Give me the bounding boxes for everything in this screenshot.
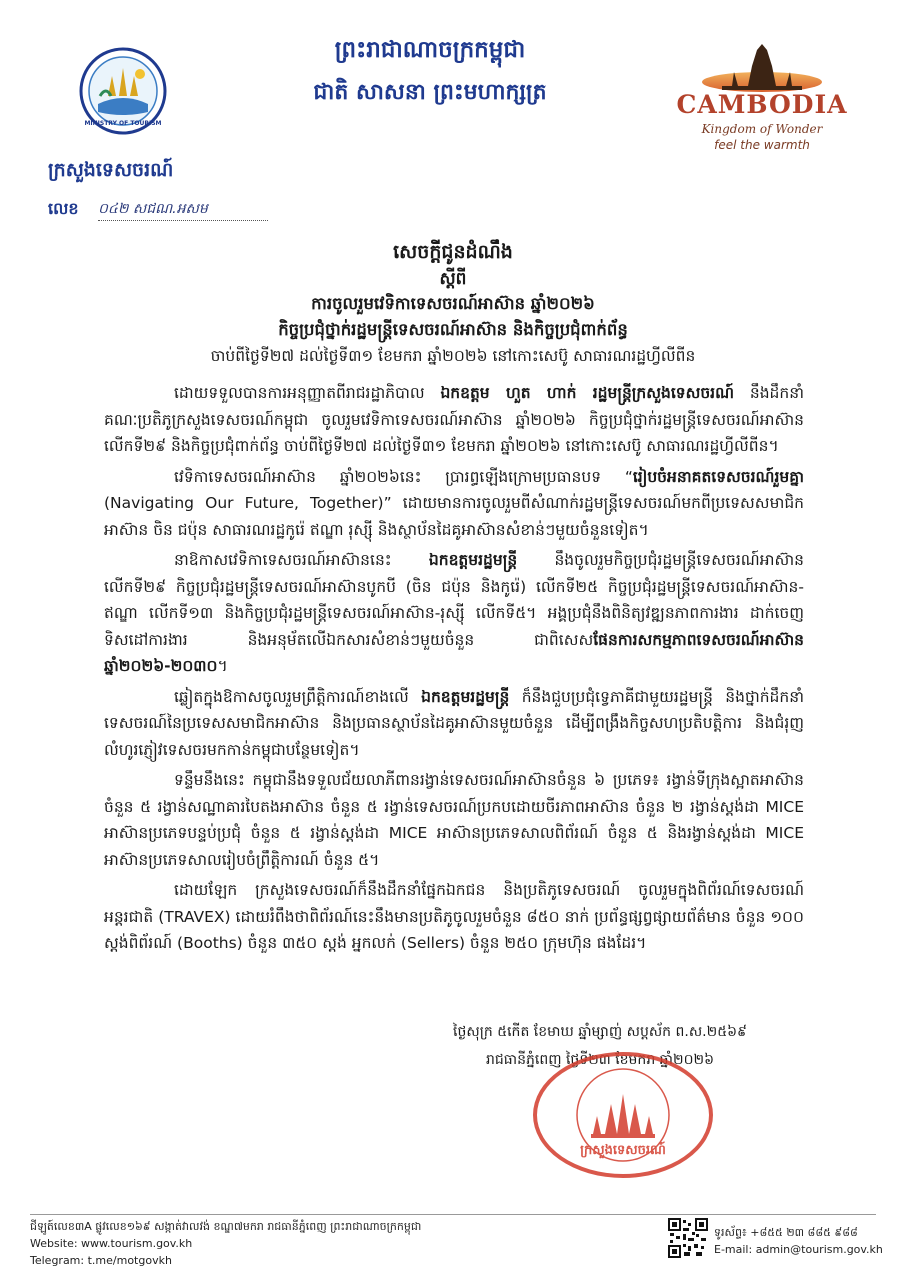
minister-name: ឯកឧត្តម ហួត ហាក់ រដ្ឋមន្ត្រីក្រសួងទេសចរណ៍: [440, 384, 735, 402]
reference-number: ០៤២ សជណ.អសម: [98, 199, 268, 221]
footer-address: ជីឡូត៍លេខ៣A ផ្លូវលេខ១៦៩ សង្កាត់វាលវង់ ខណ្ឌ៧មករា រាជធានីភ្នំពេញ ព្រះរាជាណាចក្រកម្ពុជា: [30, 1220, 422, 1233]
brand-tagline: Kingdom of Wonder: [701, 122, 823, 136]
paragraph-6: ដោយឡែក ក្រសួងទេសចរណ៍ក៏នឹងដឹកនាំផ្នែកឯកជន និងប្រតិភូទេសចរណ៍ ចូលរួមក្នុងពិព័រណ៍ទេសចរណ៍អន្តរជាតិ (TRAVEX) ដោយរំពឹងថាពិព័រណ៍នេះនឹងមានប្រតិភូចូលរួមចំនួន ៨៥០ នាក់ ប្រព័ន្ធផ្សព្វផ្សាយព័ត៌មាន ចំនួន ១០០ ស្តង់ពិព័រណ៍ (Booths) ចំនួន ៣៥០ ស្តង់ អ្នកលក់ (Sellers) ចំនួន ២៥០ ក្រុមហ៊ុន ផងដែរ។: [104, 881, 804, 952]
ministry-logo: [78, 46, 168, 136]
lunar-date: ថ្ងៃសុក្រ ៥កើត ខែមាឃ ឆ្នាំម្សាញ់ សប្តស័ក ព.ស.២៥៦៩: [453, 1024, 747, 1040]
kingdom-heading: ព្រះរាជាណាចក្រកម្ពុជា: [334, 37, 526, 63]
official-stamp: [533, 1052, 713, 1178]
ministry-logo-text: MINISTRY OF TOURISM: [84, 120, 162, 127]
qr-code[interactable]: [668, 1218, 708, 1258]
solar-date: រាជធានីភ្នំពេញ ថ្ងៃទី២៣ ខែមករា ឆ្នាំ២០២៦: [486, 1052, 714, 1068]
footer-website: Website: www.tourism.gov.kh: [30, 1237, 193, 1250]
paragraph-5: ទន្ទឹមនឹងនេះ កម្ពុជានឹងទទួលជ័យលាភីពានរង្វាន់ទេសចរណ៍អាស៊ានចំនួន ៦ ប្រភេទ៖ រង្វាន់ទីក្រុងស្អាតអាស៊ាន ចំនួន ៥ រង្វាន់សណ្ឋាគារបៃតងអាស៊ាន ចំនួន ៥ រង្វាន់ទេសចរណ៍ប្រកបដោយចីរភាពអាស៊ាន ចំនួន ២ រង្វាន់ស្តង់ដា MICE អាស៊ានប្រភេទបន្ទប់ប្រជុំ ចំនួន ៥ រង្វាន់ស្តង់ដា MICE អាស៊ានប្រភេទសាលពិព័រណ៍ ចំនួន ៥ និងរង្វាន់ស្តង់ដា MICE អាស៊ានប្រភេទសាលរៀបចំព្រឹត្តិការណ៍ ចំនួន ៥។: [104, 771, 804, 869]
asean-tourism-plan: ផែនការសកម្មភាពទេសចរណ៍អាស៊ាន ឆ្នាំ២០២៦-២០៣០: [104, 630, 804, 675]
paragraph-4: ឆ្លៀតក្នុងឱកាសចូលរួមព្រឹត្តិការណ៍ខាងលើ ឯកឧត្តមរដ្ឋមន្ត្រី ក៏នឹងជួបប្រជុំទ្វេភាគីជាមួយរដ្ឋមន្ត្រី និងថ្នាក់ដឹកនាំទេសចរណ៍នៃប្រទេសសមាជិកអាស៊ាន និងប្រធានស្ថាប័នដៃគូអាស៊ានមួយចំនួន ដើម្បីពង្រឹងកិច្ចសហប្រតិបត្តិការ និងជំរុញលំហូរភ្ញៀវទេសចរមកកាន់កម្ពុជាបន្ថែមទៀត។: [104, 687, 804, 759]
brand-slogan: feel the warmth: [714, 138, 810, 152]
paragraph-1: ដោយទទួលបានការអនុញ្ញាតពីរាជរដ្ឋាភិបាល ឯកឧត្តម ហួត ហាក់ រដ្ឋមន្ត្រីក្រសួងទេសចរណ៍ នឹងដឹកនាំគណៈប្រតិភូក្រសួងទេសចរណ៍កម្ពុជា ចូលរួមវេទិកាទេសចរណ៍អាស៊ាន ឆ្នាំ២០២៦ កិច្ចប្រជុំថ្នាក់រដ្ឋមន្ត្រីទេសចរណ៍អាស៊ាន លើកទី២៩ និងកិច្ចប្រជុំពាក់ព័ន្ធ ចាប់ពីថ្ងៃទី២៧ ដល់ថ្ងៃទី៣១ ខែមករា ឆ្នាំ២០២៦ នៅកោះសេប៊ូ សាធារណរដ្ឋហ្វីលីពីន។: [104, 384, 804, 455]
notice-subject-line-3: ចាប់ពីថ្ងៃទី២៧ ដល់ថ្ងៃទី៣១ ខែមករា ឆ្នាំ២០២៦ នៅកោះសេប៊ូ សាធារណរដ្ឋហ្វីលីពីន: [210, 347, 696, 365]
reference-label: លេខ: [48, 199, 79, 218]
ministry-name: ក្រសួងទេសចរណ៍: [48, 159, 174, 181]
footer-divider: [30, 1214, 876, 1215]
footer-email: E-mail: admin@tourism.gov.kh: [714, 1243, 883, 1256]
stamp-text: ក្រសួងទេសចរណ៍: [580, 1143, 666, 1158]
notice-subject-label: ស្តីពី: [439, 269, 467, 289]
national-motto: ជាតិ សាសនា ព្រះមហាក្សត្រ: [313, 80, 547, 105]
paragraph-3: នាឱកាសវេទិកាទេសចរណ៍អាស៊ាននេះ ឯកឧត្តមរដ្ឋមន្ត្រី នឹងចូលរួមកិច្ចប្រជុំរដ្ឋមន្ត្រីទេសចរណ៍អាស៊ាន លើកទី២៩ កិច្ចប្រជុំរដ្ឋមន្ត្រីទេសចរណ៍អាស៊ានបូកបី (ចិន ជប៉ុន និងកូរ៉េ) លើកទី២៥ កិច្ចប្រជុំរដ្ឋមន្ត្រីទេសចរណ៍អាស៊ាន-ឥណ្ឌា លើកទី១៣ និងកិច្ចប្រជុំរដ្ឋមន្ត្រីទេសចរណ៍អាស៊ាន-រុស្ស៊ី លើកទី៥។ អង្គប្រជុំនឹងពិនិត្យវឌ្ឍនភាពការងារ ដាក់ចេញទិសដៅការងារ និងអនុម័តលើឯកសារសំខាន់ៗមួយចំនួន ជាពិសេសផែនការសកម្មភាពទេសចរណ៍អាស៊ាន ឆ្នាំ២០២៦-២០៣០។: [104, 551, 804, 675]
notice-body: [104, 380, 804, 957]
footer-phone: ទូរស័ព្ទ៖ +៨៥៥ ២៣ ៨៨៥ ៩៨៨: [714, 1226, 858, 1239]
cambodia-brand-logo: [662, 42, 862, 162]
qr-code-icon: [668, 1218, 708, 1258]
notice-subject-line-1: ការចូលរួមវេទិកាទេសចរណ៍អាស៊ាន ឆ្នាំ២០២៦: [311, 294, 595, 313]
paragraph-2: វេទិកាទេសចរណ៍អាស៊ាន ឆ្នាំ២០២៦នេះ ប្រារព្ធឡើងក្រោមប្រធានបទ “រៀបចំអនាគតទេសចរណ៍រួមគ្នា (Navigating Our Future, Together)” ដោយមានការចូលរួមពីសំណាក់រដ្ឋមន្ត្រីទេសចរណ៍មកពីប្រទេសសមាជិកអាស៊ាន ចិន ជប៉ុន សាធារណរដ្ឋកូរ៉េ ឥណ្ឌា រុស្ស៊ី និងស្ថាប័នដៃគូអាស៊ានសំខាន់ៗមួយចំនួនទៀត។: [104, 467, 804, 539]
temple-silhouette-icon: [662, 42, 862, 92]
footer-telegram: Telegram: t.me/motgovkh: [30, 1254, 172, 1267]
notice-subject-line-2: កិច្ចប្រជុំថ្នាក់រដ្ឋមន្ត្រីទេសចរណ៍អាស៊ាន និងកិច្ចប្រជុំពាក់ព័ន្ធ: [278, 320, 628, 339]
brand-name: CAMBODIA: [676, 90, 848, 119]
forum-theme: រៀបចំអនាគតទេសចរណ៍រួមគ្នា: [632, 467, 804, 486]
notice-title: សេចក្តីជូនដំណឹង: [393, 241, 513, 263]
